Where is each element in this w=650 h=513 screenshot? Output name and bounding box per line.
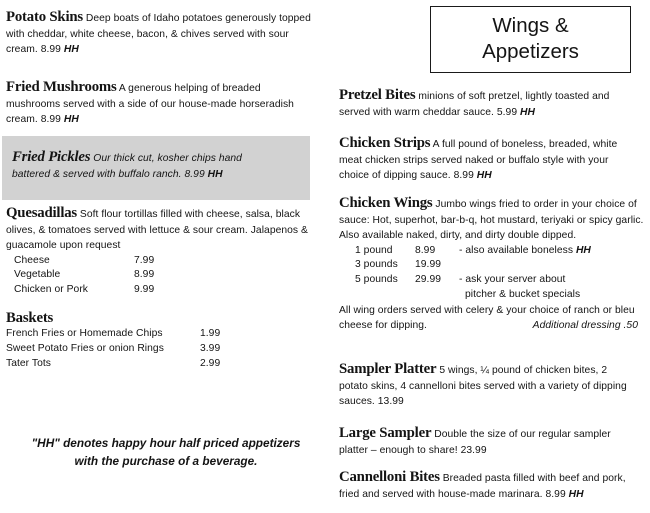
item-price: 8.99 [40,114,61,125]
quesadilla-options [14,254,154,298]
option-note [459,258,591,273]
menu-item-large-sampler [339,426,635,458]
additional-dressing: Additional dressing .50 [532,320,638,332]
note-line-1: "HH" denotes happy hour half priced appetizers [31,436,301,450]
happy-hour-badge: HH [207,168,223,180]
note-line-2: with the purchase of a beverage. [74,454,258,468]
section-title-box [430,6,631,73]
item-price: 8.99 [545,488,566,500]
item-description: Deep boats of Idaho potatoes generously topped with cheddar, white cheese, bacon, & chives served with sour cream. [6,13,311,55]
item-description: A generous helping of breaded mushrooms served with a side of our house-made horseradish cream. [6,83,294,125]
item-description: Breaded pasta filled with beef and pork, fried and served with house-made marinara. [339,473,626,500]
option-price: 3.99 [200,342,221,354]
item-description: Jumbo wings fried to order in your choice of sauce: Hot, superhot, bar-b-q, hot mustard, teriyaki or spicy garlic. Also available naked, dirty, and dirty double dipped. [339,199,644,241]
option-price: 7.99 [134,254,155,266]
item-description: Our thick cut, kosher chips hand battered & served with buffalo ranch. [12,153,242,180]
happy-hour-note [6,434,326,470]
menu-item-chicken-wings [339,196,644,334]
happy-hour-badge: HH [568,488,584,500]
menu-item-quesadillas [6,206,312,298]
option-name: Sweet Potato Fries or onion Rings [6,342,164,354]
option-qty: 5 pounds [355,274,398,286]
item-name: Sampler Platter [339,361,437,377]
item-name: Baskets [6,310,54,326]
basket-options [6,327,220,371]
option-name: Tater Tots [6,357,51,369]
menu-item-fried-mushrooms [6,80,302,128]
item-price: 8.99 [184,168,205,180]
item-price: 5.99 [496,106,518,118]
item-name: Chicken Wings [339,195,433,211]
item-name: Large Sampler [339,425,432,441]
option-note: - ask your server about [459,274,566,286]
item-name: Cannelloni Bites [339,469,440,485]
option-name: Vegetable [14,269,61,281]
option-name: French Fries or Homemade Chips [6,328,163,339]
menu-item-fried-pickles [2,136,310,200]
wing-footer [339,303,644,334]
option-row [14,268,154,283]
option-price: 1.99 [200,328,221,339]
option-price: 8.99 [134,269,155,281]
item-description: 5 wings, ¼ pound of chicken bites, 2 potato skins, 4 cannelloni bites served with a variety of dipping sauces. [339,365,627,407]
menu-item-potato-skins [6,10,312,58]
section-title-line-2: Appetizers [482,40,579,63]
option-row [355,288,591,303]
item-price: 8.99 [40,44,61,55]
item-description: minions of soft pretzel, lightly toasted and served with warm cheddar sauce. [339,91,610,118]
option-price: 2.99 [200,357,221,369]
happy-hour-badge: HH [476,170,492,181]
item-description: Double the size of our regular sampler platter – enough to share! [339,429,611,456]
option-note-continued: pitcher & bucket specials [465,288,581,300]
item-price: 13.99 [377,396,404,407]
wing-footer-text: All wing orders served with celery & your choice of ranch or bleu cheese for dipping. [339,304,635,332]
happy-hour-badge: HH [63,114,79,125]
menu-item-chicken-strips [339,136,641,184]
menu-item-cannelloni-bites [339,470,644,502]
menu-item-pretzel-bites [339,88,635,120]
happy-hour-badge: HH [520,106,536,118]
option-price: 29.99 [415,274,442,286]
option-row [355,244,591,259]
item-name: Pretzel Bites [339,87,416,103]
option-row [14,254,154,269]
menu-item-baskets [6,309,220,371]
option-row [6,327,220,342]
item-name: Chicken Strips [339,135,431,151]
option-qty: 3 pounds [355,259,398,271]
item-name: Quesadillas [6,205,77,221]
item-description: A full pound of boneless, breaded, white meat chicken strips served naked or buffalo style with your choice of dipping sauce. [339,139,618,181]
option-price: 8.99 [415,244,436,256]
item-price: 23.99 [460,444,487,456]
happy-hour-badge: HH [63,44,79,55]
item-name: Fried Mushrooms [6,79,117,95]
item-price: 8.99 [453,170,474,181]
option-row [6,342,220,357]
item-description: Soft flour tortillas filled with cheese, salsa, black olives, & tomatoes served with lettuce & sour cream. Jalapenos & guacamole upon request [6,209,308,251]
option-qty: 1 pound [355,244,393,256]
item-name: Potato Skins [6,9,83,25]
option-name: Cheese [14,254,50,266]
option-note: - also available boneless HH [459,244,591,256]
option-price: 9.99 [134,284,155,296]
option-row [355,258,591,273]
item-name: Fried Pickles [12,149,91,165]
menu-item-sampler-platter [339,362,631,410]
option-price: 19.99 [415,259,442,271]
section-title-line-1: Wings & [492,14,569,37]
wing-options [355,244,591,303]
option-name: Chicken or Pork [14,284,88,296]
option-row [6,357,220,372]
option-row [355,273,591,288]
option-row [14,283,154,298]
